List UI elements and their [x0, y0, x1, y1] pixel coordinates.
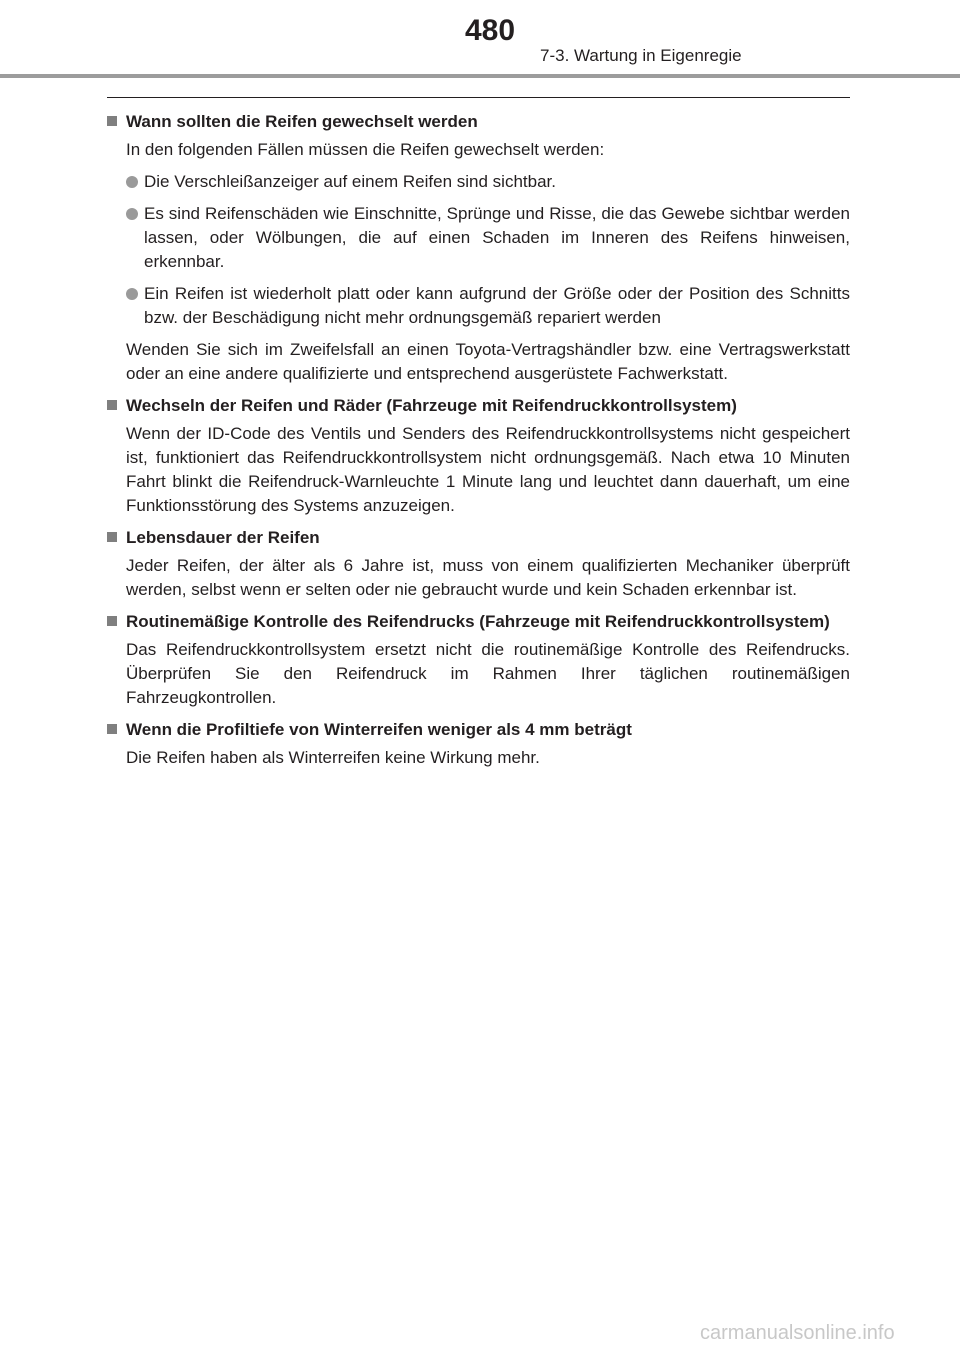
list-item: Die Verschleißanzeiger auf einem Reifen sind sichtbar. [126, 170, 850, 194]
section-heading: Routinemäßige Kontrolle des Reifendrucks (Fahrzeuge mit Reifendruckkontrollsystem) [107, 610, 850, 634]
paragraph: In den folgenden Fällen müssen die Reifen gewechselt werden: [126, 140, 605, 159]
content-divider [107, 97, 850, 98]
square-bullet-icon [107, 116, 117, 126]
paragraph: Jeder Reifen, der älter als 6 Jahre ist, muss von einem qualifizierten Mechaniker überprüft werden, selbst wenn er selten oder nie gebraucht wurde und kein Schaden erkennbar ist. [126, 556, 850, 599]
square-bullet-icon [107, 400, 117, 410]
square-bullet-icon [107, 724, 117, 734]
page-content [107, 110, 850, 778]
list-item: Es sind Reifenschäden wie Einschnitte, Sprünge und Risse, die das Gewebe sichtbar werden lassen, oder Wölbungen, die auf einen Schaden im Inneren des Reifens hinweisen, erkennbar. [126, 202, 850, 274]
square-bullet-icon [107, 532, 117, 542]
circle-bullet-icon [126, 288, 138, 300]
paragraph: Die Reifen haben als Winterreifen keine Wirkung mehr. [126, 748, 540, 767]
page-number: 480 [465, 14, 516, 47]
circle-bullet-icon [126, 208, 138, 220]
header-divider [0, 74, 960, 78]
paragraph: Das Reifendruckkontrollsystem ersetzt nicht die routinemäßige Kontrolle des Reifendrucks. Überprüfen Sie den Reifendruck im Rahmen Ihrer täglichen routinemäßigen Fahrzeugkontrollen. [126, 640, 850, 707]
section-tpms-change [107, 394, 850, 518]
list-item: Ein Reifen ist wiederholt platt oder kann aufgrund der Größe oder der Position des Schnitts bzw. der Beschädigung nicht mehr ordnungsgemäß repariert werden [126, 282, 850, 330]
section-heading: Wechseln der Reifen und Räder (Fahrzeuge mit Reifendruckkontrollsystem) [107, 394, 850, 418]
circle-bullet-icon [126, 176, 138, 188]
section-title: 7-3. Wartung in Eigenregie [540, 46, 742, 65]
section-heading: Lebensdauer der Reifen [107, 526, 850, 550]
section-heading: Wann sollten die Reifen gewechselt werden [107, 110, 850, 134]
watermark: carmanualsonline.info [700, 1322, 895, 1344]
page-header [0, 0, 960, 76]
square-bullet-icon [107, 616, 117, 626]
section-tire-replacement [107, 110, 850, 386]
section-pressure-check [107, 610, 850, 710]
paragraph: Wenn der ID-Code des Ventils und Senders des Reifendruckkontrollsystems nicht gespeichert ist, funktioniert das Reifendruckkontrollsystem nicht ordnungsgemäß. Nach etwa 10 Minuten Fahrt blinkt die Reifendruck-Warnleuchte 1 Minute lang und leuchtet dann dauerhaft, um eine Funktionsstörung des Systems anzuzeigen. [126, 424, 850, 515]
section-tire-lifetime [107, 526, 850, 602]
section-heading: Wenn die Profiltiefe von Winterreifen weniger als 4 mm beträgt [107, 718, 850, 742]
paragraph: Wenden Sie sich im Zweifelsfall an einen Toyota-Vertragshändler bzw. eine Vertragswerkstatt oder an eine andere qualifizierte und entsprechend ausgerüstete Fachwerkstatt. [126, 340, 850, 383]
section-winter-tires [107, 718, 850, 770]
